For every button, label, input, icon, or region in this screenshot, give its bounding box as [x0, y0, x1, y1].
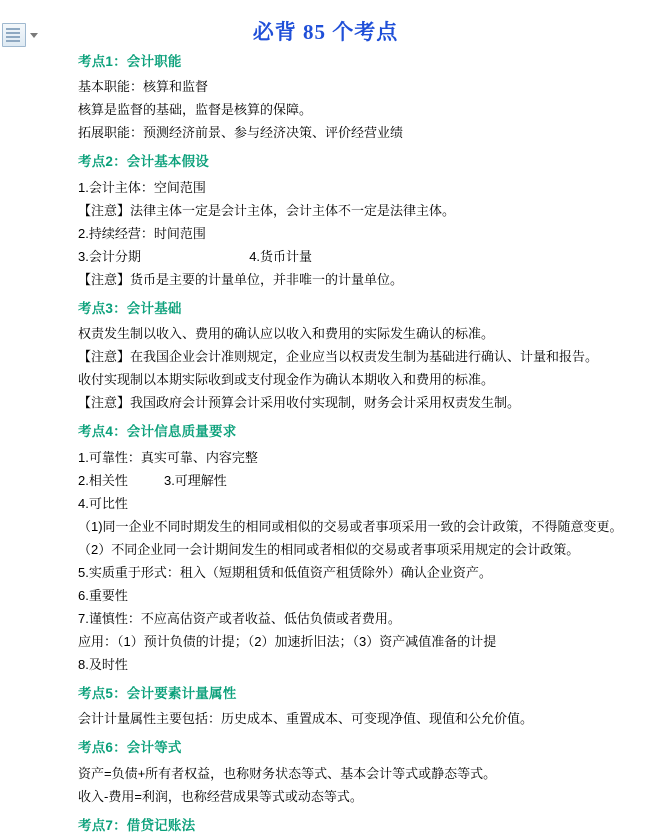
section-line: 资产=负债+所有者权益，也称财务状态等式、基本会计等式或静态等式。 — [78, 765, 497, 781]
section-line: 【注意】法律主体一定是会计主体，会计主体不一定是法律主体。 — [78, 202, 456, 218]
section-line: 应用：（1）预计负债的计提；（2）加速折旧法；（3）资产减值准备的计提 — [78, 633, 497, 649]
section-line: 权责发生制以收入、费用的确认应以收入和费用的实际发生确认的标准。 — [78, 326, 495, 342]
section-line: 【注意】货币是主要的计量单位，并非唯一的计量单位。 — [78, 271, 404, 287]
section-line: 1.会计主体：空间范围 — [78, 179, 206, 195]
section-line: 基本职能：核算和监督 — [78, 79, 209, 95]
section-heading: 考点1：会计职能 — [78, 54, 182, 69]
section-heading: 考点4：会计信息质量要求 — [78, 424, 237, 440]
section-line: 2.持续经营：时间范围 — [78, 225, 206, 241]
section-line: 6.重要性 — [78, 587, 128, 603]
page-title: 必背 85 个考点 — [252, 20, 399, 44]
section-line: 会计计量属性主要包括：历史成本、重置成本、可变现净值、现值和公允价值。 — [78, 711, 534, 727]
section-heading: 考点7：借贷记账法 — [78, 817, 196, 833]
section-heading: 考点3：会计基础 — [78, 300, 182, 316]
section-heading: 考点6：会计等式 — [78, 740, 182, 756]
section-line: 4.可比性 — [78, 495, 128, 511]
section-line: 【注意】我国政府会计预算会计采用收付实现制，财务会计采用权责发生制。 — [78, 395, 521, 411]
section-line: 【注意】在我国企业会计准则规定，企业应当以权责发生制为基础进行确认、计量和报告。 — [78, 349, 599, 365]
section-line: 2.相关性 3.可理解性 — [78, 472, 227, 488]
section-line: 7.谨慎性：不应高估资产或者收益、低估负债或者费用。 — [78, 610, 401, 626]
section-line: （2）不同企业同一会计期间发生的相同或者相似的交易或者事项采用规定的会计政策。 — [78, 541, 580, 557]
section-heading: 考点5：会计要素计量属性 — [78, 686, 237, 702]
section-heading: 考点2：会计基本假设 — [78, 154, 210, 170]
section-line: 8.及时性 — [78, 656, 128, 672]
section-line: 核算是监督的基础，监督是核算的保障。 — [78, 102, 313, 118]
section-line: 1.可靠性：真实可靠、内容完整 — [78, 449, 258, 465]
section-line: 收付实现制以本期实际收到或支付现金作为确认本期收入和费用的标准。 — [78, 372, 495, 388]
document-body — [78, 52, 638, 840]
section-line: 收入-费用=利润，也称经营成果等式或动态等式。 — [78, 788, 363, 804]
section-line: 5.实质重于形式：租入（短期租赁和低值资产租赁除外）确认企业资产。 — [78, 564, 492, 580]
section-line: 拓展职能：预测经济前景、参与经济决策、评价经营业绩 — [78, 125, 404, 141]
section-line: （1)同一企业不同时期发生的相同或相似的交易或者事项采用一致的会计政策，不得随意变更。 — [78, 518, 623, 534]
section-line: 3.会计分期 4.货币计量 — [78, 248, 313, 264]
